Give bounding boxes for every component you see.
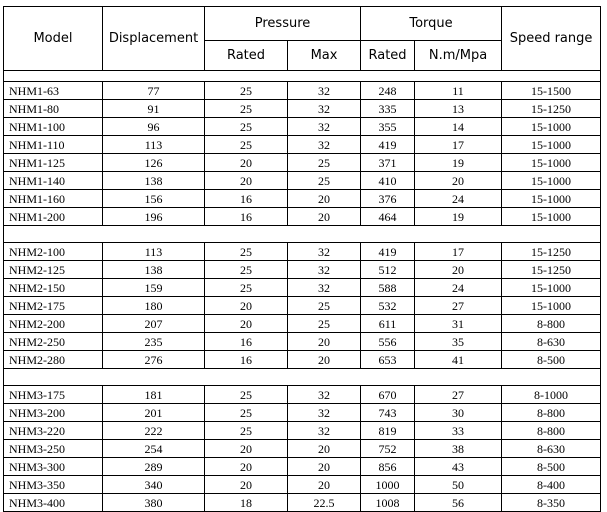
cell-model: NHM1-200 <box>4 208 103 226</box>
cell-torque-nm-mpa: 11 <box>415 82 502 100</box>
cell-torque-nm-mpa: 27 <box>415 386 502 404</box>
group-separator-cell <box>4 369 601 386</box>
table-row <box>4 208 601 226</box>
table-body <box>4 71 601 512</box>
cell-model: NHM2-280 <box>4 351 103 369</box>
table-row <box>4 279 601 297</box>
group-separator-cell <box>4 71 601 82</box>
cell-displacement: 159 <box>103 279 205 297</box>
cell-max-pressure: 20 <box>288 208 361 226</box>
cell-displacement: 138 <box>103 261 205 279</box>
cell-model: NHM3-250 <box>4 440 103 458</box>
cell-torque-nm-mpa: 38 <box>415 440 502 458</box>
cell-speed-range: 8-800 <box>502 315 601 333</box>
cell-model: NHM1-80 <box>4 100 103 118</box>
cell-torque-rated: 335 <box>361 100 415 118</box>
cell-torque-rated: 611 <box>361 315 415 333</box>
group-separator-cell <box>4 226 601 243</box>
cell-torque-rated: 556 <box>361 333 415 351</box>
cell-max-pressure: 22.5 <box>288 494 361 512</box>
table-row <box>4 100 601 118</box>
cell-speed-range: 15-1250 <box>502 100 601 118</box>
cell-torque-nm-mpa: 19 <box>415 208 502 226</box>
header-torque-rated: Rated <box>361 41 415 71</box>
cell-max-pressure: 20 <box>288 476 361 494</box>
table-row <box>4 404 601 422</box>
table-row <box>4 351 601 369</box>
cell-displacement: 276 <box>103 351 205 369</box>
cell-rated-pressure: 16 <box>205 208 288 226</box>
cell-max-pressure: 25 <box>288 315 361 333</box>
cell-torque-nm-mpa: 33 <box>415 422 502 440</box>
cell-model: NHM1-160 <box>4 190 103 208</box>
cell-displacement: 181 <box>103 386 205 404</box>
cell-torque-nm-mpa: 27 <box>415 297 502 315</box>
cell-model: NHM1-140 <box>4 172 103 190</box>
table-row <box>4 190 601 208</box>
cell-model: NHM3-400 <box>4 494 103 512</box>
header-torque: Torque <box>361 7 502 41</box>
cell-torque-rated: 743 <box>361 404 415 422</box>
cell-torque-nm-mpa: 35 <box>415 333 502 351</box>
table-row <box>4 422 601 440</box>
cell-rated-pressure: 16 <box>205 351 288 369</box>
cell-torque-nm-mpa: 14 <box>415 118 502 136</box>
table-row <box>4 118 601 136</box>
header-pressure: Pressure <box>205 7 361 41</box>
cell-speed-range: 15-1000 <box>502 190 601 208</box>
cell-torque-rated: 410 <box>361 172 415 190</box>
cell-speed-range: 8-800 <box>502 404 601 422</box>
cell-model: NHM2-150 <box>4 279 103 297</box>
cell-torque-nm-mpa: 30 <box>415 404 502 422</box>
cell-model: NHM3-200 <box>4 404 103 422</box>
table-row <box>4 315 601 333</box>
cell-torque-nm-mpa: 20 <box>415 172 502 190</box>
cell-torque-nm-mpa: 17 <box>415 136 502 154</box>
cell-speed-range: 8-350 <box>502 494 601 512</box>
table-row <box>4 136 601 154</box>
header-model: Model <box>4 7 103 71</box>
cell-max-pressure: 32 <box>288 100 361 118</box>
cell-max-pressure: 20 <box>288 351 361 369</box>
cell-rated-pressure: 25 <box>205 100 288 118</box>
cell-displacement: 196 <box>103 208 205 226</box>
cell-rated-pressure: 18 <box>205 494 288 512</box>
cell-rated-pressure: 25 <box>205 136 288 154</box>
table-row <box>4 261 601 279</box>
cell-rated-pressure: 25 <box>205 404 288 422</box>
cell-rated-pressure: 25 <box>205 422 288 440</box>
table-row <box>4 154 601 172</box>
cell-rated-pressure: 25 <box>205 118 288 136</box>
cell-max-pressure: 32 <box>288 136 361 154</box>
cell-speed-range: 15-1000 <box>502 297 601 315</box>
cell-max-pressure: 32 <box>288 386 361 404</box>
cell-rated-pressure: 20 <box>205 154 288 172</box>
cell-speed-range: 15-1000 <box>502 279 601 297</box>
cell-model: NHM2-175 <box>4 297 103 315</box>
cell-rated-pressure: 16 <box>205 333 288 351</box>
cell-rated-pressure: 25 <box>205 243 288 261</box>
cell-model: NHM2-200 <box>4 315 103 333</box>
cell-rated-pressure: 25 <box>205 279 288 297</box>
cell-max-pressure: 25 <box>288 172 361 190</box>
table-row <box>4 243 601 261</box>
cell-torque-rated: 532 <box>361 297 415 315</box>
cell-torque-nm-mpa: 20 <box>415 261 502 279</box>
cell-displacement: 289 <box>103 458 205 476</box>
cell-max-pressure: 32 <box>288 404 361 422</box>
cell-rated-pressure: 20 <box>205 172 288 190</box>
cell-torque-rated: 376 <box>361 190 415 208</box>
cell-displacement: 113 <box>103 136 205 154</box>
cell-model: NHM3-175 <box>4 386 103 404</box>
table-row <box>4 494 601 512</box>
cell-model: NHM2-125 <box>4 261 103 279</box>
cell-torque-rated: 819 <box>361 422 415 440</box>
cell-speed-range: 15-1250 <box>502 261 601 279</box>
cell-displacement: 254 <box>103 440 205 458</box>
cell-speed-range: 15-1000 <box>502 118 601 136</box>
cell-displacement: 126 <box>103 154 205 172</box>
cell-displacement: 138 <box>103 172 205 190</box>
cell-torque-nm-mpa: 19 <box>415 154 502 172</box>
cell-speed-range: 15-1000 <box>502 154 601 172</box>
cell-model: NHM1-63 <box>4 82 103 100</box>
cell-torque-rated: 512 <box>361 261 415 279</box>
cell-torque-rated: 653 <box>361 351 415 369</box>
cell-torque-nm-mpa: 17 <box>415 243 502 261</box>
cell-displacement: 201 <box>103 404 205 422</box>
cell-speed-range: 8-500 <box>502 458 601 476</box>
cell-max-pressure: 20 <box>288 440 361 458</box>
cell-model: NHM3-300 <box>4 458 103 476</box>
cell-torque-nm-mpa: 24 <box>415 190 502 208</box>
cell-max-pressure: 20 <box>288 190 361 208</box>
cell-torque-nm-mpa: 43 <box>415 458 502 476</box>
cell-rated-pressure: 20 <box>205 297 288 315</box>
cell-speed-range: 15-1250 <box>502 243 601 261</box>
cell-speed-range: 8-400 <box>502 476 601 494</box>
cell-speed-range: 8-630 <box>502 333 601 351</box>
cell-speed-range: 15-1000 <box>502 172 601 190</box>
motor-spec-table <box>3 6 601 512</box>
group-separator-row <box>4 71 601 82</box>
cell-torque-rated: 419 <box>361 136 415 154</box>
cell-model: NHM3-350 <box>4 476 103 494</box>
table-header <box>4 7 601 71</box>
cell-displacement: 91 <box>103 100 205 118</box>
cell-rated-pressure: 16 <box>205 190 288 208</box>
group-separator-row <box>4 226 601 243</box>
cell-rated-pressure: 25 <box>205 386 288 404</box>
cell-displacement: 96 <box>103 118 205 136</box>
cell-model: NHM1-100 <box>4 118 103 136</box>
cell-torque-rated: 248 <box>361 82 415 100</box>
cell-torque-rated: 1008 <box>361 494 415 512</box>
cell-torque-rated: 752 <box>361 440 415 458</box>
table-row <box>4 440 601 458</box>
cell-torque-rated: 355 <box>361 118 415 136</box>
table-row <box>4 458 601 476</box>
cell-torque-nm-mpa: 13 <box>415 100 502 118</box>
cell-torque-nm-mpa: 24 <box>415 279 502 297</box>
cell-speed-range: 15-1000 <box>502 136 601 154</box>
cell-displacement: 180 <box>103 297 205 315</box>
cell-speed-range: 8-1000 <box>502 386 601 404</box>
cell-model: NHM1-110 <box>4 136 103 154</box>
table-row <box>4 333 601 351</box>
cell-speed-range: 8-800 <box>502 422 601 440</box>
header-displacement: Displacement <box>103 7 205 71</box>
header-torque-nm-mpa: N.m/Mpa <box>415 41 502 71</box>
cell-torque-nm-mpa: 56 <box>415 494 502 512</box>
table-row <box>4 297 601 315</box>
cell-model: NHM2-250 <box>4 333 103 351</box>
cell-model: NHM2-100 <box>4 243 103 261</box>
cell-rated-pressure: 20 <box>205 476 288 494</box>
table-row <box>4 476 601 494</box>
cell-displacement: 340 <box>103 476 205 494</box>
cell-max-pressure: 32 <box>288 422 361 440</box>
cell-displacement: 113 <box>103 243 205 261</box>
table-row <box>4 386 601 404</box>
cell-max-pressure: 32 <box>288 82 361 100</box>
cell-displacement: 222 <box>103 422 205 440</box>
cell-speed-range: 15-1000 <box>502 208 601 226</box>
header-pressure-rated: Rated <box>205 41 288 71</box>
cell-max-pressure: 20 <box>288 333 361 351</box>
cell-torque-rated: 588 <box>361 279 415 297</box>
cell-model: NHM1-125 <box>4 154 103 172</box>
cell-torque-rated: 856 <box>361 458 415 476</box>
cell-torque-rated: 419 <box>361 243 415 261</box>
table-row <box>4 82 601 100</box>
cell-torque-rated: 670 <box>361 386 415 404</box>
cell-max-pressure: 32 <box>288 279 361 297</box>
cell-displacement: 235 <box>103 333 205 351</box>
cell-torque-rated: 371 <box>361 154 415 172</box>
cell-model: NHM3-220 <box>4 422 103 440</box>
cell-displacement: 77 <box>103 82 205 100</box>
cell-rated-pressure: 25 <box>205 82 288 100</box>
cell-torque-nm-mpa: 50 <box>415 476 502 494</box>
cell-torque-rated: 464 <box>361 208 415 226</box>
cell-rated-pressure: 25 <box>205 261 288 279</box>
cell-max-pressure: 25 <box>288 154 361 172</box>
table-row <box>4 172 601 190</box>
cell-max-pressure: 32 <box>288 243 361 261</box>
header-pressure-max: Max <box>288 41 361 71</box>
cell-displacement: 156 <box>103 190 205 208</box>
cell-torque-rated: 1000 <box>361 476 415 494</box>
cell-rated-pressure: 20 <box>205 440 288 458</box>
cell-rated-pressure: 20 <box>205 458 288 476</box>
cell-speed-range: 15-1500 <box>502 82 601 100</box>
cell-speed-range: 8-630 <box>502 440 601 458</box>
cell-displacement: 207 <box>103 315 205 333</box>
group-separator-row <box>4 369 601 386</box>
cell-displacement: 380 <box>103 494 205 512</box>
cell-max-pressure: 25 <box>288 297 361 315</box>
cell-max-pressure: 32 <box>288 118 361 136</box>
cell-max-pressure: 32 <box>288 261 361 279</box>
cell-speed-range: 8-500 <box>502 351 601 369</box>
cell-torque-nm-mpa: 31 <box>415 315 502 333</box>
cell-max-pressure: 20 <box>288 458 361 476</box>
cell-rated-pressure: 20 <box>205 315 288 333</box>
header-speed-range: Speed range <box>502 7 601 71</box>
cell-torque-nm-mpa: 41 <box>415 351 502 369</box>
